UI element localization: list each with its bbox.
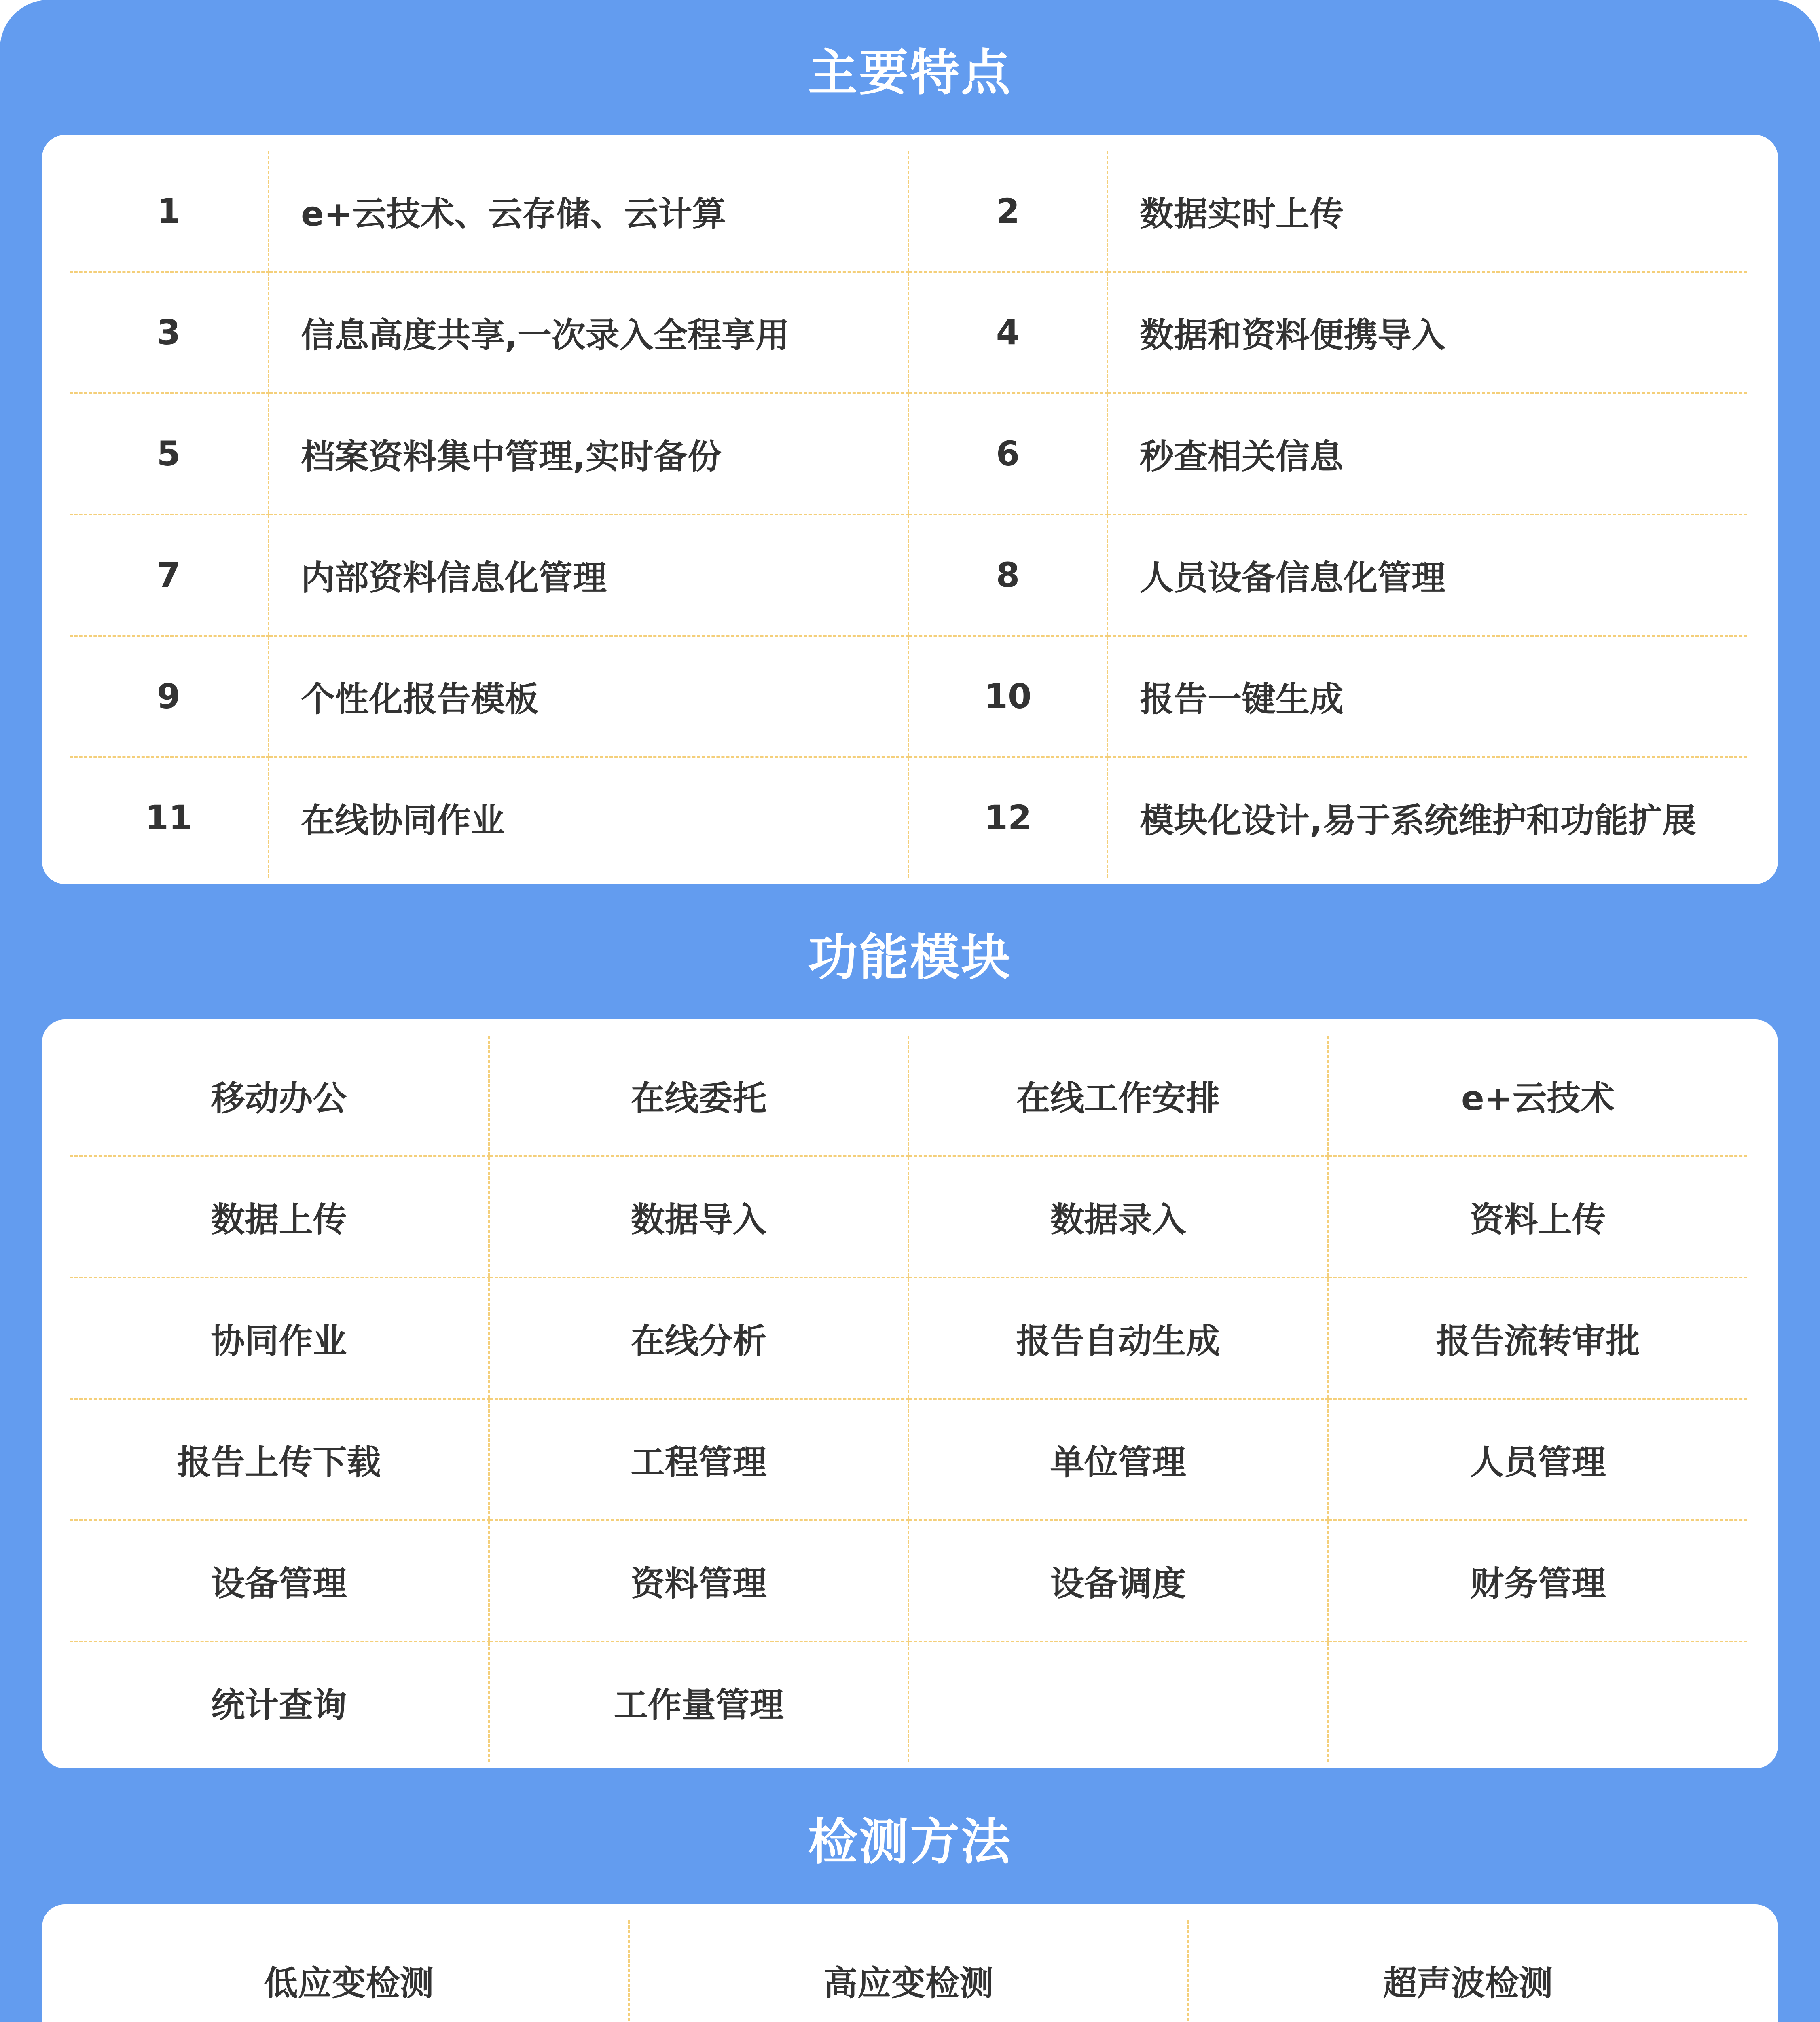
table-row bbox=[70, 151, 1747, 272]
table-row bbox=[70, 514, 1747, 636]
table-row bbox=[70, 757, 1747, 878]
module-item: 单位管理 bbox=[908, 1399, 1328, 1520]
feature-number: 2 bbox=[908, 151, 1107, 272]
features-table bbox=[70, 151, 1747, 878]
module-item: 统计查询 bbox=[211, 1685, 347, 1725]
feature-number: 5 bbox=[70, 393, 269, 514]
table-row bbox=[70, 393, 1747, 514]
feature-text: 档案资料集中管理,实时备份 bbox=[269, 393, 908, 514]
method-item: 超声波检测 bbox=[1188, 1920, 1747, 2022]
feature-text: 信息高度共享,一次录入全程享用 bbox=[269, 272, 908, 393]
feature-text: e+云技术、云存储、云计算 bbox=[269, 151, 908, 272]
module-item: 在线委托 bbox=[489, 1036, 908, 1156]
feature-number: 9 bbox=[70, 636, 269, 757]
feature-number: 12 bbox=[908, 757, 1107, 878]
modules-card bbox=[42, 1019, 1778, 1768]
method-item: 低应变检测 bbox=[70, 1920, 629, 2022]
feature-text: 个性化报告模板 bbox=[269, 636, 908, 757]
table-row bbox=[70, 1399, 1747, 1520]
table-row bbox=[70, 1036, 1747, 1156]
feature-text: 数据和资料便携导入 bbox=[1107, 272, 1747, 393]
table-row bbox=[70, 1520, 1747, 1641]
modules-title: 功能模块 bbox=[808, 929, 1012, 986]
feature-text: 数据实时上传 bbox=[1107, 151, 1747, 272]
table-row bbox=[70, 1641, 1747, 1762]
module-item: 工程管理 bbox=[489, 1399, 908, 1520]
feature-text: 在线协同作业 bbox=[269, 757, 908, 878]
module-item: e+云技术 bbox=[1328, 1036, 1747, 1156]
feature-number: 4 bbox=[908, 272, 1107, 393]
module-item: 设备管理 bbox=[70, 1520, 489, 1641]
feature-text: 模块化设计,易于系统维护和功能扩展 bbox=[1107, 757, 1747, 878]
table-row bbox=[70, 1920, 1747, 2022]
module-item-empty bbox=[908, 1641, 1328, 1762]
module-item: 资料管理 bbox=[489, 1520, 908, 1641]
feature-number: 7 bbox=[70, 514, 269, 636]
feature-number: 6 bbox=[908, 393, 1107, 514]
methods-title: 检测方法 bbox=[808, 1813, 1012, 1871]
module-item-empty bbox=[1328, 1641, 1747, 1762]
module-item: 移动办公 bbox=[70, 1036, 489, 1156]
feature-number: 3 bbox=[70, 272, 269, 393]
features-title: 主要特点 bbox=[808, 44, 1012, 102]
module-item: 数据导入 bbox=[489, 1156, 908, 1277]
methods-card bbox=[42, 1904, 1778, 2022]
module-item: 设备调度 bbox=[908, 1520, 1328, 1641]
modules-table bbox=[70, 1036, 1747, 1762]
feature-number: 11 bbox=[145, 798, 193, 838]
module-item: 在线分析 bbox=[489, 1277, 908, 1399]
module-item: 财务管理 bbox=[1328, 1520, 1747, 1641]
module-item: 在线工作安排 bbox=[908, 1036, 1328, 1156]
table-row bbox=[70, 1277, 1747, 1399]
module-item: 数据录入 bbox=[908, 1156, 1328, 1277]
module-item: 数据上传 bbox=[70, 1156, 489, 1277]
feature-number: 8 bbox=[908, 514, 1107, 636]
module-item: 报告自动生成 bbox=[908, 1277, 1328, 1399]
module-item: 报告流转审批 bbox=[1328, 1277, 1747, 1399]
methods-table bbox=[70, 1920, 1747, 2022]
module-item: 工作量管理 bbox=[489, 1641, 908, 1762]
module-item: 人员管理 bbox=[1328, 1399, 1747, 1520]
table-row bbox=[70, 1156, 1747, 1277]
feature-text: 秒查相关信息 bbox=[1107, 393, 1747, 514]
table-row bbox=[70, 636, 1747, 757]
module-item: 协同作业 bbox=[70, 1277, 489, 1399]
feature-number: 10 bbox=[908, 636, 1107, 757]
feature-number: 1 bbox=[70, 151, 269, 272]
feature-text: 人员设备信息化管理 bbox=[1107, 514, 1747, 636]
feature-text: 报告一键生成 bbox=[1107, 636, 1747, 757]
table-row bbox=[70, 272, 1747, 393]
feature-text: 内部资料信息化管理 bbox=[269, 514, 908, 636]
method-item: 高应变检测 bbox=[629, 1920, 1188, 2022]
module-item: 资料上传 bbox=[1328, 1156, 1747, 1277]
features-card bbox=[42, 135, 1778, 884]
module-item: 报告上传下载 bbox=[70, 1399, 489, 1520]
